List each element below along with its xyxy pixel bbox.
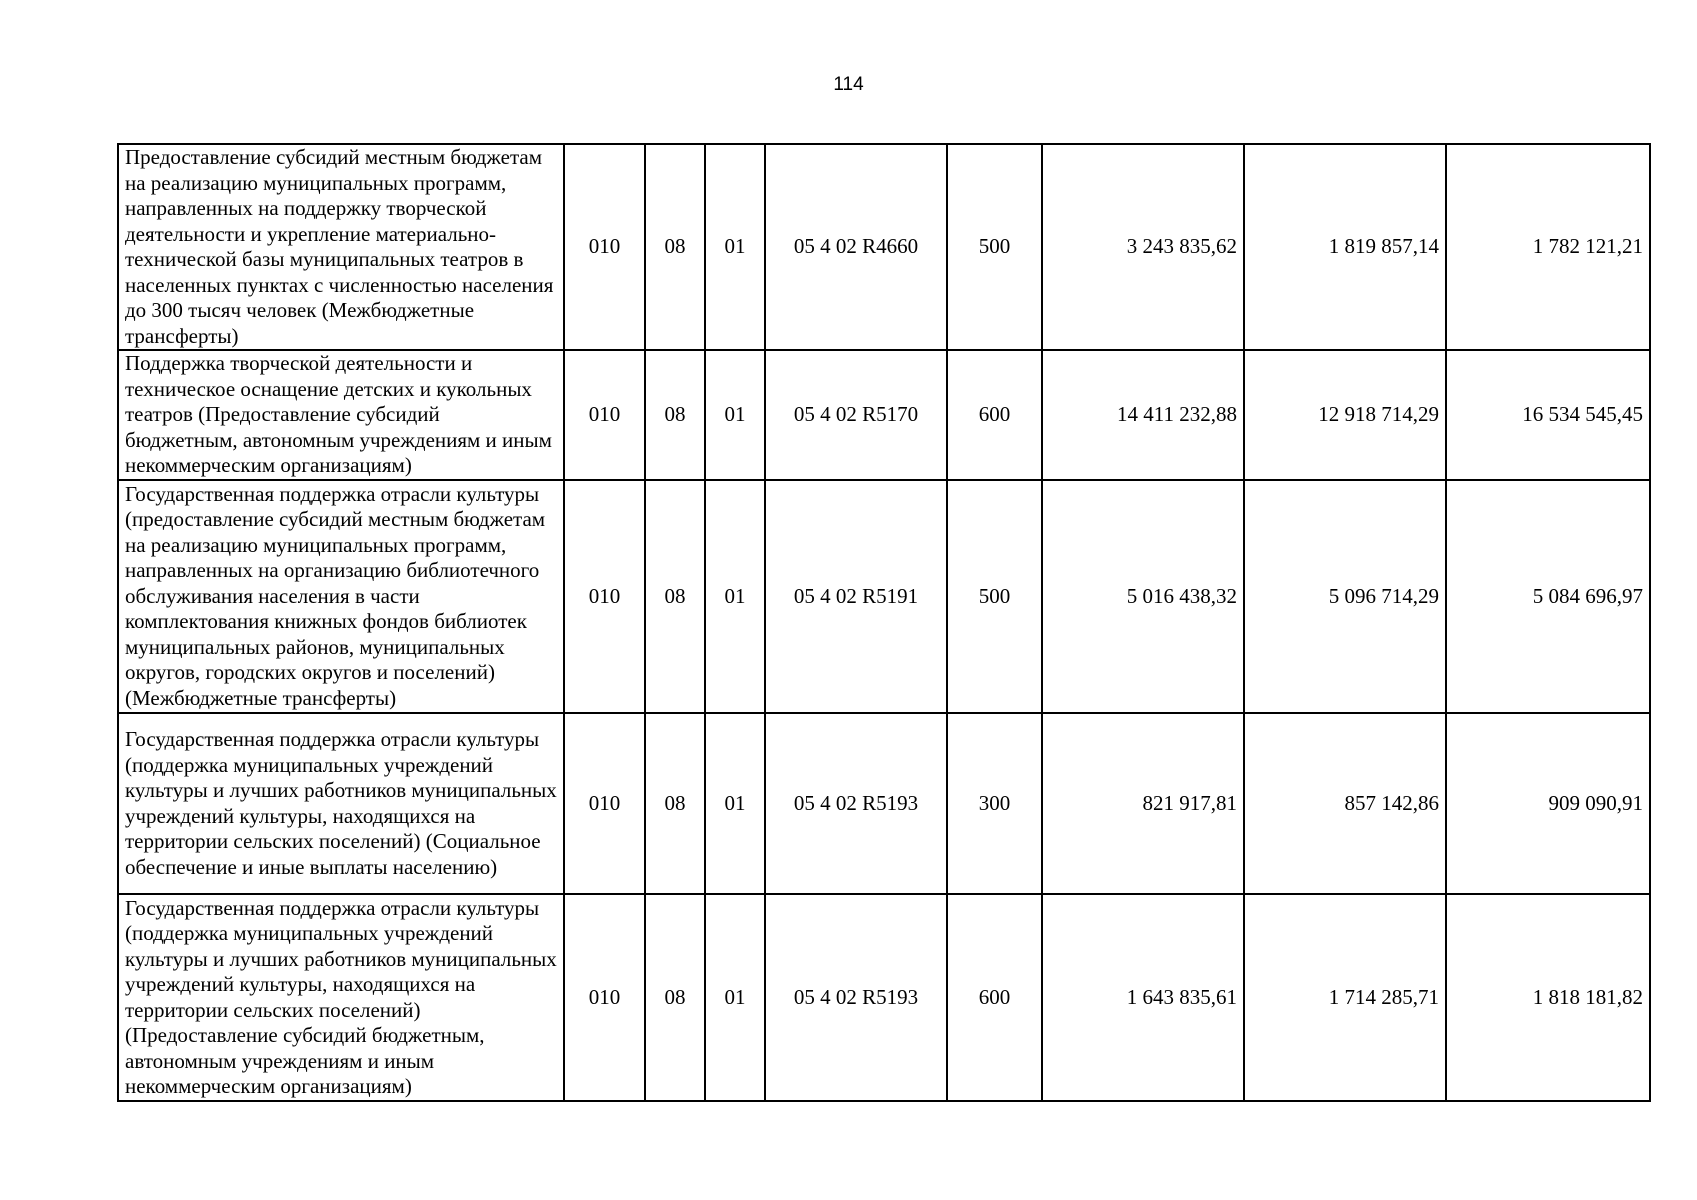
table-row (118, 480, 1650, 713)
subsection-code: 01 (705, 480, 765, 713)
ministry-code: 010 (564, 480, 645, 713)
expense-type-code: 500 (947, 480, 1042, 713)
budget-table (117, 143, 1651, 1102)
row-description: Поддержка творческой деятельности и техническое оснащение детских и кукольных театров (Предоставление субсидий бюджетным, автономным учреждениям и иным некоммерческим организациям) (118, 350, 564, 480)
table-row (118, 144, 1650, 350)
amount-year-3: 16 534 545,45 (1446, 350, 1650, 480)
amount-year-1: 5 016 438,32 (1042, 480, 1244, 713)
amount-year-1: 1 643 835,61 (1042, 894, 1244, 1101)
expense-type-code: 500 (947, 144, 1042, 350)
amount-year-2: 1 714 285,71 (1244, 894, 1446, 1101)
row-description: Предоставление субсидий местным бюджетам на реализацию муниципальных программ, направленных на поддержку творческой деятельности и укрепление материально-технической базы муниципальных театров в населенных пунктах с численностью населения до 300 тысяч человек (Межбюджетные трансферты) (118, 144, 564, 350)
expense-type-code: 600 (947, 350, 1042, 480)
expense-type-code: 600 (947, 894, 1042, 1101)
row-description: Государственная поддержка отрасли культуры (поддержка муниципальных учреждений культуры и лучших работников муниципальных учреждений культуры, находящихся на территории сельских поселений) (Предоставление субсидий бюджетным, автономным учреждениям и иным некоммерческим организациям) (118, 894, 564, 1101)
target-article-code: 05 4 02 R5193 (765, 894, 947, 1101)
ministry-code: 010 (564, 713, 645, 894)
amount-year-2: 1 819 857,14 (1244, 144, 1446, 350)
page-number: 114 (833, 74, 864, 95)
table-row (118, 713, 1650, 894)
amount-year-2: 5 096 714,29 (1244, 480, 1446, 713)
amount-year-1: 3 243 835,62 (1042, 144, 1244, 350)
amount-year-1: 821 917,81 (1042, 713, 1244, 894)
ministry-code: 010 (564, 350, 645, 480)
amount-year-2: 857 142,86 (1244, 713, 1446, 894)
section-code: 08 (645, 713, 705, 894)
target-article-code: 05 4 02 R4660 (765, 144, 947, 350)
amount-year-3: 5 084 696,97 (1446, 480, 1650, 713)
expense-type-code: 300 (947, 713, 1042, 894)
row-description: Государственная поддержка отрасли культуры (поддержка муниципальных учреждений культуры и лучших работников муниципальных учреждений культуры, находящихся на территории сельских поселений) (Социальное обеспечение и иные выплаты населению) (118, 713, 564, 894)
target-article-code: 05 4 02 R5170 (765, 350, 947, 480)
section-code: 08 (645, 350, 705, 480)
section-code: 08 (645, 894, 705, 1101)
amount-year-3: 909 090,91 (1446, 713, 1650, 894)
target-article-code: 05 4 02 R5191 (765, 480, 947, 713)
table-row (118, 894, 1650, 1101)
amount-year-2: 12 918 714,29 (1244, 350, 1446, 480)
subsection-code: 01 (705, 894, 765, 1101)
target-article-code: 05 4 02 R5193 (765, 713, 947, 894)
section-code: 08 (645, 480, 705, 713)
amount-year-3: 1 782 121,21 (1446, 144, 1650, 350)
subsection-code: 01 (705, 350, 765, 480)
ministry-code: 010 (564, 144, 645, 350)
section-code: 08 (645, 144, 705, 350)
row-description: Государственная поддержка отрасли культуры (предоставление субсидий местным бюджетам на реализацию муниципальных программ, направленных на организацию библиотечного обслуживания населения в части комплектования книжных фондов библиотек муниципальных районов, муниципальных округов, городских округов и поселений) (Межбюджетные трансферты) (118, 480, 564, 713)
amount-year-1: 14 411 232,88 (1042, 350, 1244, 480)
subsection-code: 01 (705, 144, 765, 350)
subsection-code: 01 (705, 713, 765, 894)
ministry-code: 010 (564, 894, 645, 1101)
table-row (118, 350, 1650, 480)
amount-year-3: 1 818 181,82 (1446, 894, 1650, 1101)
